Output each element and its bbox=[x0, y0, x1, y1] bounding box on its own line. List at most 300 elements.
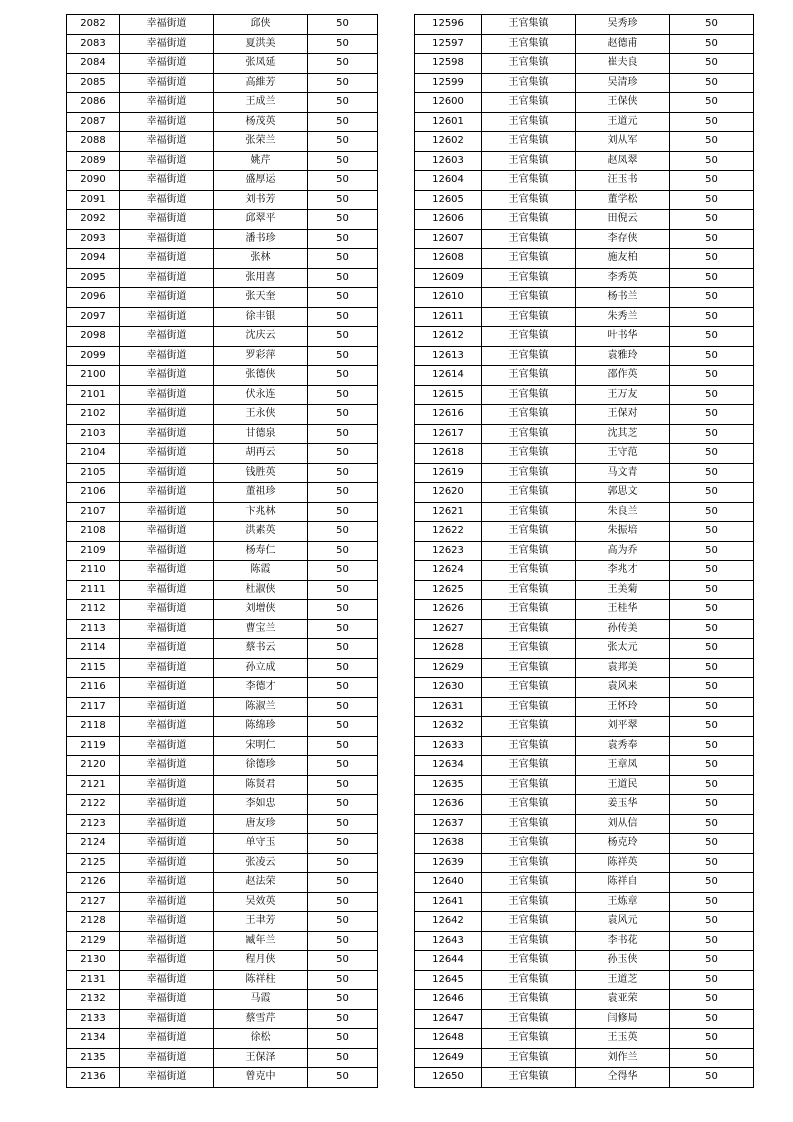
table-row bbox=[415, 151, 754, 171]
serial-number-cell: 12642 bbox=[415, 912, 482, 932]
serial-number-cell: 2128 bbox=[67, 912, 120, 932]
township-cell: 幸福街道 bbox=[120, 366, 214, 386]
name-cell: 张太元 bbox=[576, 639, 670, 659]
serial-number-cell: 12620 bbox=[415, 483, 482, 503]
amount-cell: 50 bbox=[308, 639, 378, 659]
table-row bbox=[67, 1029, 378, 1049]
amount-cell: 50 bbox=[670, 190, 754, 210]
name-cell: 王桂华 bbox=[576, 600, 670, 620]
township-cell: 幸福街道 bbox=[120, 775, 214, 795]
name-cell: 施友柏 bbox=[576, 249, 670, 269]
amount-cell: 50 bbox=[308, 658, 378, 678]
name-cell: 陈淑兰 bbox=[214, 697, 308, 717]
table-row bbox=[67, 756, 378, 776]
serial-number-cell: 12604 bbox=[415, 171, 482, 191]
amount-cell: 50 bbox=[308, 366, 378, 386]
table-row bbox=[67, 483, 378, 503]
table-row bbox=[67, 814, 378, 834]
township-cell: 王官集镇 bbox=[482, 853, 576, 873]
amount-cell: 50 bbox=[670, 444, 754, 464]
township-cell: 王官集镇 bbox=[482, 15, 576, 35]
serial-number-cell: 2111 bbox=[67, 580, 120, 600]
amount-cell: 50 bbox=[670, 873, 754, 893]
amount-cell: 50 bbox=[308, 814, 378, 834]
township-cell: 幸福街道 bbox=[120, 756, 214, 776]
table-row bbox=[415, 229, 754, 249]
amount-cell: 50 bbox=[670, 424, 754, 444]
table-row bbox=[415, 853, 754, 873]
amount-cell: 50 bbox=[670, 814, 754, 834]
amount-cell: 50 bbox=[308, 541, 378, 561]
serial-number-cell: 12629 bbox=[415, 658, 482, 678]
table-row bbox=[415, 814, 754, 834]
name-cell: 袁风来 bbox=[576, 678, 670, 698]
amount-cell: 50 bbox=[308, 346, 378, 366]
township-cell: 王官集镇 bbox=[482, 424, 576, 444]
name-cell: 袁邦美 bbox=[576, 658, 670, 678]
serial-number-cell: 12610 bbox=[415, 288, 482, 308]
township-cell: 幸福街道 bbox=[120, 990, 214, 1010]
township-cell: 王官集镇 bbox=[482, 73, 576, 93]
serial-number-cell: 12601 bbox=[415, 112, 482, 132]
table-row bbox=[415, 1048, 754, 1068]
amount-cell: 50 bbox=[308, 912, 378, 932]
table-row bbox=[67, 795, 378, 815]
amount-cell: 50 bbox=[670, 990, 754, 1010]
name-cell: 张凌云 bbox=[214, 853, 308, 873]
amount-cell: 50 bbox=[670, 229, 754, 249]
amount-cell: 50 bbox=[308, 151, 378, 171]
table-row bbox=[67, 970, 378, 990]
table-row bbox=[67, 775, 378, 795]
name-cell: 袁风元 bbox=[576, 912, 670, 932]
township-cell: 幸福街道 bbox=[120, 931, 214, 951]
name-cell: 崔夫良 bbox=[576, 54, 670, 74]
serial-number-cell: 2119 bbox=[67, 736, 120, 756]
serial-number-cell: 2091 bbox=[67, 190, 120, 210]
name-cell: 袁亚荣 bbox=[576, 990, 670, 1010]
name-cell: 张凤延 bbox=[214, 54, 308, 74]
amount-cell: 50 bbox=[670, 834, 754, 854]
township-cell: 幸福街道 bbox=[120, 73, 214, 93]
serial-number-cell: 12608 bbox=[415, 249, 482, 269]
serial-number-cell: 2096 bbox=[67, 288, 120, 308]
name-cell: 刘书芳 bbox=[214, 190, 308, 210]
amount-cell: 50 bbox=[670, 54, 754, 74]
name-cell: 王玉英 bbox=[576, 1029, 670, 1049]
serial-number-cell: 12605 bbox=[415, 190, 482, 210]
name-cell: 王万友 bbox=[576, 385, 670, 405]
serial-number-cell: 2123 bbox=[67, 814, 120, 834]
table-row bbox=[415, 619, 754, 639]
township-cell: 幸福街道 bbox=[120, 346, 214, 366]
serial-number-cell: 12643 bbox=[415, 931, 482, 951]
amount-cell: 50 bbox=[670, 541, 754, 561]
table-row bbox=[415, 756, 754, 776]
serial-number-cell: 2124 bbox=[67, 834, 120, 854]
amount-cell: 50 bbox=[670, 502, 754, 522]
name-cell: 杨寿仁 bbox=[214, 541, 308, 561]
name-cell: 王聿芳 bbox=[214, 912, 308, 932]
amount-cell: 50 bbox=[670, 346, 754, 366]
name-cell: 马霞 bbox=[214, 990, 308, 1010]
serial-number-cell: 2084 bbox=[67, 54, 120, 74]
township-cell: 王官集镇 bbox=[482, 697, 576, 717]
amount-cell: 50 bbox=[308, 756, 378, 776]
amount-cell: 50 bbox=[670, 951, 754, 971]
township-cell: 幸福街道 bbox=[120, 912, 214, 932]
township-cell: 幸福街道 bbox=[120, 853, 214, 873]
serial-number-cell: 12648 bbox=[415, 1029, 482, 1049]
township-cell: 王官集镇 bbox=[482, 990, 576, 1010]
serial-number-cell: 12632 bbox=[415, 717, 482, 737]
name-cell: 臧年兰 bbox=[214, 931, 308, 951]
township-cell: 幸福街道 bbox=[120, 1068, 214, 1088]
township-cell: 王官集镇 bbox=[482, 444, 576, 464]
township-cell: 王官集镇 bbox=[482, 229, 576, 249]
table-row bbox=[415, 405, 754, 425]
township-cell: 王官集镇 bbox=[482, 736, 576, 756]
name-cell: 唐友珍 bbox=[214, 814, 308, 834]
table-row bbox=[415, 580, 754, 600]
township-cell: 王官集镇 bbox=[482, 210, 576, 230]
name-cell: 仝得华 bbox=[576, 1068, 670, 1088]
amount-cell: 50 bbox=[670, 639, 754, 659]
serial-number-cell: 2131 bbox=[67, 970, 120, 990]
amount-cell: 50 bbox=[670, 1048, 754, 1068]
serial-number-cell: 12609 bbox=[415, 268, 482, 288]
table-row bbox=[67, 15, 378, 35]
township-cell: 王官集镇 bbox=[482, 561, 576, 581]
serial-number-cell: 2136 bbox=[67, 1068, 120, 1088]
amount-cell: 50 bbox=[670, 210, 754, 230]
serial-number-cell: 2115 bbox=[67, 658, 120, 678]
amount-cell: 50 bbox=[670, 561, 754, 581]
township-cell: 王官集镇 bbox=[482, 1048, 576, 1068]
township-cell: 幸福街道 bbox=[120, 112, 214, 132]
table-row bbox=[415, 34, 754, 54]
name-cell: 单守玉 bbox=[214, 834, 308, 854]
table-row bbox=[67, 34, 378, 54]
serial-number-cell: 12615 bbox=[415, 385, 482, 405]
name-cell: 宋明仁 bbox=[214, 736, 308, 756]
name-cell: 张天奎 bbox=[214, 288, 308, 308]
serial-number-cell: 12640 bbox=[415, 873, 482, 893]
name-cell: 姚芹 bbox=[214, 151, 308, 171]
table-row bbox=[67, 717, 378, 737]
amount-cell: 50 bbox=[308, 268, 378, 288]
amount-cell: 50 bbox=[308, 600, 378, 620]
amount-cell: 50 bbox=[670, 171, 754, 191]
amount-cell: 50 bbox=[308, 795, 378, 815]
table-row bbox=[415, 951, 754, 971]
table-row bbox=[67, 151, 378, 171]
serial-number-cell: 2114 bbox=[67, 639, 120, 659]
name-cell: 王永侠 bbox=[214, 405, 308, 425]
table-row bbox=[67, 463, 378, 483]
serial-number-cell: 12645 bbox=[415, 970, 482, 990]
name-cell: 徐丰银 bbox=[214, 307, 308, 327]
name-cell: 曹宝兰 bbox=[214, 619, 308, 639]
name-cell: 田倪云 bbox=[576, 210, 670, 230]
amount-cell: 50 bbox=[308, 483, 378, 503]
township-cell: 王官集镇 bbox=[482, 1068, 576, 1088]
table-row bbox=[415, 288, 754, 308]
name-cell: 邵作英 bbox=[576, 366, 670, 386]
township-cell: 王官集镇 bbox=[482, 814, 576, 834]
table-row bbox=[415, 561, 754, 581]
amount-cell: 50 bbox=[670, 619, 754, 639]
name-cell: 洪素英 bbox=[214, 522, 308, 542]
name-cell: 孙立成 bbox=[214, 658, 308, 678]
serial-number-cell: 12636 bbox=[415, 795, 482, 815]
name-cell: 沈其芝 bbox=[576, 424, 670, 444]
name-cell: 王保对 bbox=[576, 405, 670, 425]
table-row bbox=[415, 912, 754, 932]
amount-cell: 50 bbox=[308, 210, 378, 230]
name-cell: 董学松 bbox=[576, 190, 670, 210]
table-row bbox=[67, 229, 378, 249]
table-row bbox=[415, 658, 754, 678]
name-cell: 刘增侠 bbox=[214, 600, 308, 620]
roster-table-right bbox=[414, 14, 754, 1088]
serial-number-cell: 2083 bbox=[67, 34, 120, 54]
table-row bbox=[67, 990, 378, 1010]
amount-cell: 50 bbox=[670, 327, 754, 347]
table-row bbox=[67, 171, 378, 191]
name-cell: 夏洪美 bbox=[214, 34, 308, 54]
township-cell: 幸福街道 bbox=[120, 580, 214, 600]
township-cell: 王官集镇 bbox=[482, 93, 576, 113]
amount-cell: 50 bbox=[670, 34, 754, 54]
table-row bbox=[67, 1048, 378, 1068]
serial-number-cell: 2106 bbox=[67, 483, 120, 503]
township-cell: 幸福街道 bbox=[120, 151, 214, 171]
amount-cell: 50 bbox=[308, 171, 378, 191]
amount-cell: 50 bbox=[670, 1029, 754, 1049]
township-cell: 幸福街道 bbox=[120, 327, 214, 347]
table-row bbox=[415, 346, 754, 366]
township-cell: 王官集镇 bbox=[482, 619, 576, 639]
table-row bbox=[67, 912, 378, 932]
township-cell: 幸福街道 bbox=[120, 678, 214, 698]
township-cell: 幸福街道 bbox=[120, 54, 214, 74]
serial-number-cell: 12598 bbox=[415, 54, 482, 74]
township-cell: 王官集镇 bbox=[482, 405, 576, 425]
table-row bbox=[67, 346, 378, 366]
township-cell: 王官集镇 bbox=[482, 502, 576, 522]
township-cell: 王官集镇 bbox=[482, 970, 576, 990]
roster-table-left bbox=[66, 14, 378, 1088]
amount-cell: 50 bbox=[670, 678, 754, 698]
name-cell: 杜淑侠 bbox=[214, 580, 308, 600]
amount-cell: 50 bbox=[308, 307, 378, 327]
table-row bbox=[67, 327, 378, 347]
amount-cell: 50 bbox=[670, 600, 754, 620]
table-row bbox=[67, 93, 378, 113]
amount-cell: 50 bbox=[670, 970, 754, 990]
township-cell: 王官集镇 bbox=[482, 600, 576, 620]
amount-cell: 50 bbox=[308, 853, 378, 873]
serial-number-cell: 2129 bbox=[67, 931, 120, 951]
amount-cell: 50 bbox=[670, 405, 754, 425]
serial-number-cell: 2099 bbox=[67, 346, 120, 366]
name-cell: 吴清珍 bbox=[576, 73, 670, 93]
serial-number-cell: 12596 bbox=[415, 15, 482, 35]
amount-cell: 50 bbox=[308, 1029, 378, 1049]
name-cell: 陈祥自 bbox=[576, 873, 670, 893]
table-row bbox=[415, 697, 754, 717]
township-cell: 王官集镇 bbox=[482, 931, 576, 951]
table-row bbox=[67, 54, 378, 74]
serial-number-cell: 12614 bbox=[415, 366, 482, 386]
table-row bbox=[415, 678, 754, 698]
amount-cell: 50 bbox=[670, 249, 754, 269]
name-cell: 吴秀珍 bbox=[576, 15, 670, 35]
serial-number-cell: 12600 bbox=[415, 93, 482, 113]
serial-number-cell: 2102 bbox=[67, 405, 120, 425]
township-cell: 幸福街道 bbox=[120, 307, 214, 327]
township-cell: 王官集镇 bbox=[482, 834, 576, 854]
name-cell: 朱振培 bbox=[576, 522, 670, 542]
serial-number-cell: 12650 bbox=[415, 1068, 482, 1088]
name-cell: 盛厚运 bbox=[214, 171, 308, 191]
name-cell: 孙玉侠 bbox=[576, 951, 670, 971]
township-cell: 王官集镇 bbox=[482, 951, 576, 971]
name-cell: 叶书华 bbox=[576, 327, 670, 347]
table-row bbox=[67, 834, 378, 854]
township-cell: 幸福街道 bbox=[120, 951, 214, 971]
name-cell: 王炼章 bbox=[576, 892, 670, 912]
table-row bbox=[67, 522, 378, 542]
amount-cell: 50 bbox=[308, 834, 378, 854]
serial-number-cell: 2094 bbox=[67, 249, 120, 269]
township-cell: 王官集镇 bbox=[482, 756, 576, 776]
serial-number-cell: 2087 bbox=[67, 112, 120, 132]
name-cell: 程月侠 bbox=[214, 951, 308, 971]
table-row bbox=[415, 1029, 754, 1049]
table-row bbox=[67, 892, 378, 912]
table-row bbox=[67, 1068, 378, 1088]
name-cell: 刘平翠 bbox=[576, 717, 670, 737]
name-cell: 朱良兰 bbox=[576, 502, 670, 522]
township-cell: 幸福街道 bbox=[120, 229, 214, 249]
name-cell: 王章凤 bbox=[576, 756, 670, 776]
table-row bbox=[415, 463, 754, 483]
table-row bbox=[415, 132, 754, 152]
amount-cell: 50 bbox=[308, 1009, 378, 1029]
township-cell: 王官集镇 bbox=[482, 795, 576, 815]
name-cell: 蔡雪芹 bbox=[214, 1009, 308, 1029]
serial-number-cell: 2118 bbox=[67, 717, 120, 737]
table-row bbox=[67, 190, 378, 210]
amount-cell: 50 bbox=[308, 405, 378, 425]
township-cell: 王官集镇 bbox=[482, 658, 576, 678]
township-cell: 王官集镇 bbox=[482, 522, 576, 542]
amount-cell: 50 bbox=[670, 522, 754, 542]
name-cell: 杨克玲 bbox=[576, 834, 670, 854]
township-cell: 幸福街道 bbox=[120, 1009, 214, 1029]
serial-number-cell: 2130 bbox=[67, 951, 120, 971]
name-cell: 马文青 bbox=[576, 463, 670, 483]
township-cell: 幸福街道 bbox=[120, 970, 214, 990]
township-cell: 王官集镇 bbox=[482, 190, 576, 210]
township-cell: 幸福街道 bbox=[120, 639, 214, 659]
serial-number-cell: 12649 bbox=[415, 1048, 482, 1068]
township-cell: 幸福街道 bbox=[120, 190, 214, 210]
township-cell: 幸福街道 bbox=[120, 15, 214, 35]
name-cell: 赵德甫 bbox=[576, 34, 670, 54]
amount-cell: 50 bbox=[308, 54, 378, 74]
township-cell: 王官集镇 bbox=[482, 151, 576, 171]
name-cell: 朱秀兰 bbox=[576, 307, 670, 327]
name-cell: 沈庆云 bbox=[214, 327, 308, 347]
name-cell: 王守范 bbox=[576, 444, 670, 464]
township-cell: 王官集镇 bbox=[482, 171, 576, 191]
table-row bbox=[415, 268, 754, 288]
amount-cell: 50 bbox=[308, 34, 378, 54]
table-row bbox=[415, 775, 754, 795]
name-cell: 徐松 bbox=[214, 1029, 308, 1049]
table-row bbox=[67, 210, 378, 230]
table-row bbox=[67, 366, 378, 386]
amount-cell: 50 bbox=[670, 463, 754, 483]
township-cell: 王官集镇 bbox=[482, 288, 576, 308]
table-row bbox=[415, 892, 754, 912]
serial-number-cell: 12611 bbox=[415, 307, 482, 327]
amount-cell: 50 bbox=[308, 1048, 378, 1068]
name-cell: 张德侠 bbox=[214, 366, 308, 386]
name-cell: 张荣兰 bbox=[214, 132, 308, 152]
township-cell: 幸福街道 bbox=[120, 171, 214, 191]
township-cell: 幸福街道 bbox=[120, 405, 214, 425]
name-cell: 徐德珍 bbox=[214, 756, 308, 776]
township-cell: 幸福街道 bbox=[120, 561, 214, 581]
serial-number-cell: 2093 bbox=[67, 229, 120, 249]
amount-cell: 50 bbox=[670, 795, 754, 815]
table-row bbox=[67, 1009, 378, 1029]
township-cell: 王官集镇 bbox=[482, 268, 576, 288]
township-cell: 王官集镇 bbox=[482, 912, 576, 932]
table-row bbox=[67, 678, 378, 698]
name-cell: 张用喜 bbox=[214, 268, 308, 288]
township-cell: 幸福街道 bbox=[120, 619, 214, 639]
serial-number-cell: 12622 bbox=[415, 522, 482, 542]
table-row bbox=[415, 73, 754, 93]
township-cell: 幸福街道 bbox=[120, 736, 214, 756]
table-row bbox=[415, 795, 754, 815]
name-cell: 李兆才 bbox=[576, 561, 670, 581]
township-cell: 幸福街道 bbox=[120, 385, 214, 405]
name-cell: 高为乔 bbox=[576, 541, 670, 561]
township-cell: 王官集镇 bbox=[482, 1009, 576, 1029]
amount-cell: 50 bbox=[670, 268, 754, 288]
table-row bbox=[415, 990, 754, 1010]
amount-cell: 50 bbox=[308, 229, 378, 249]
name-cell: 李德才 bbox=[214, 678, 308, 698]
serial-number-cell: 12646 bbox=[415, 990, 482, 1010]
township-cell: 王官集镇 bbox=[482, 1029, 576, 1049]
amount-cell: 50 bbox=[670, 697, 754, 717]
table-row bbox=[415, 502, 754, 522]
name-cell: 胡再云 bbox=[214, 444, 308, 464]
amount-cell: 50 bbox=[308, 190, 378, 210]
table-row bbox=[67, 541, 378, 561]
amount-cell: 50 bbox=[670, 775, 754, 795]
name-cell: 袁秀奉 bbox=[576, 736, 670, 756]
table-row bbox=[415, 736, 754, 756]
name-cell: 李存侠 bbox=[576, 229, 670, 249]
